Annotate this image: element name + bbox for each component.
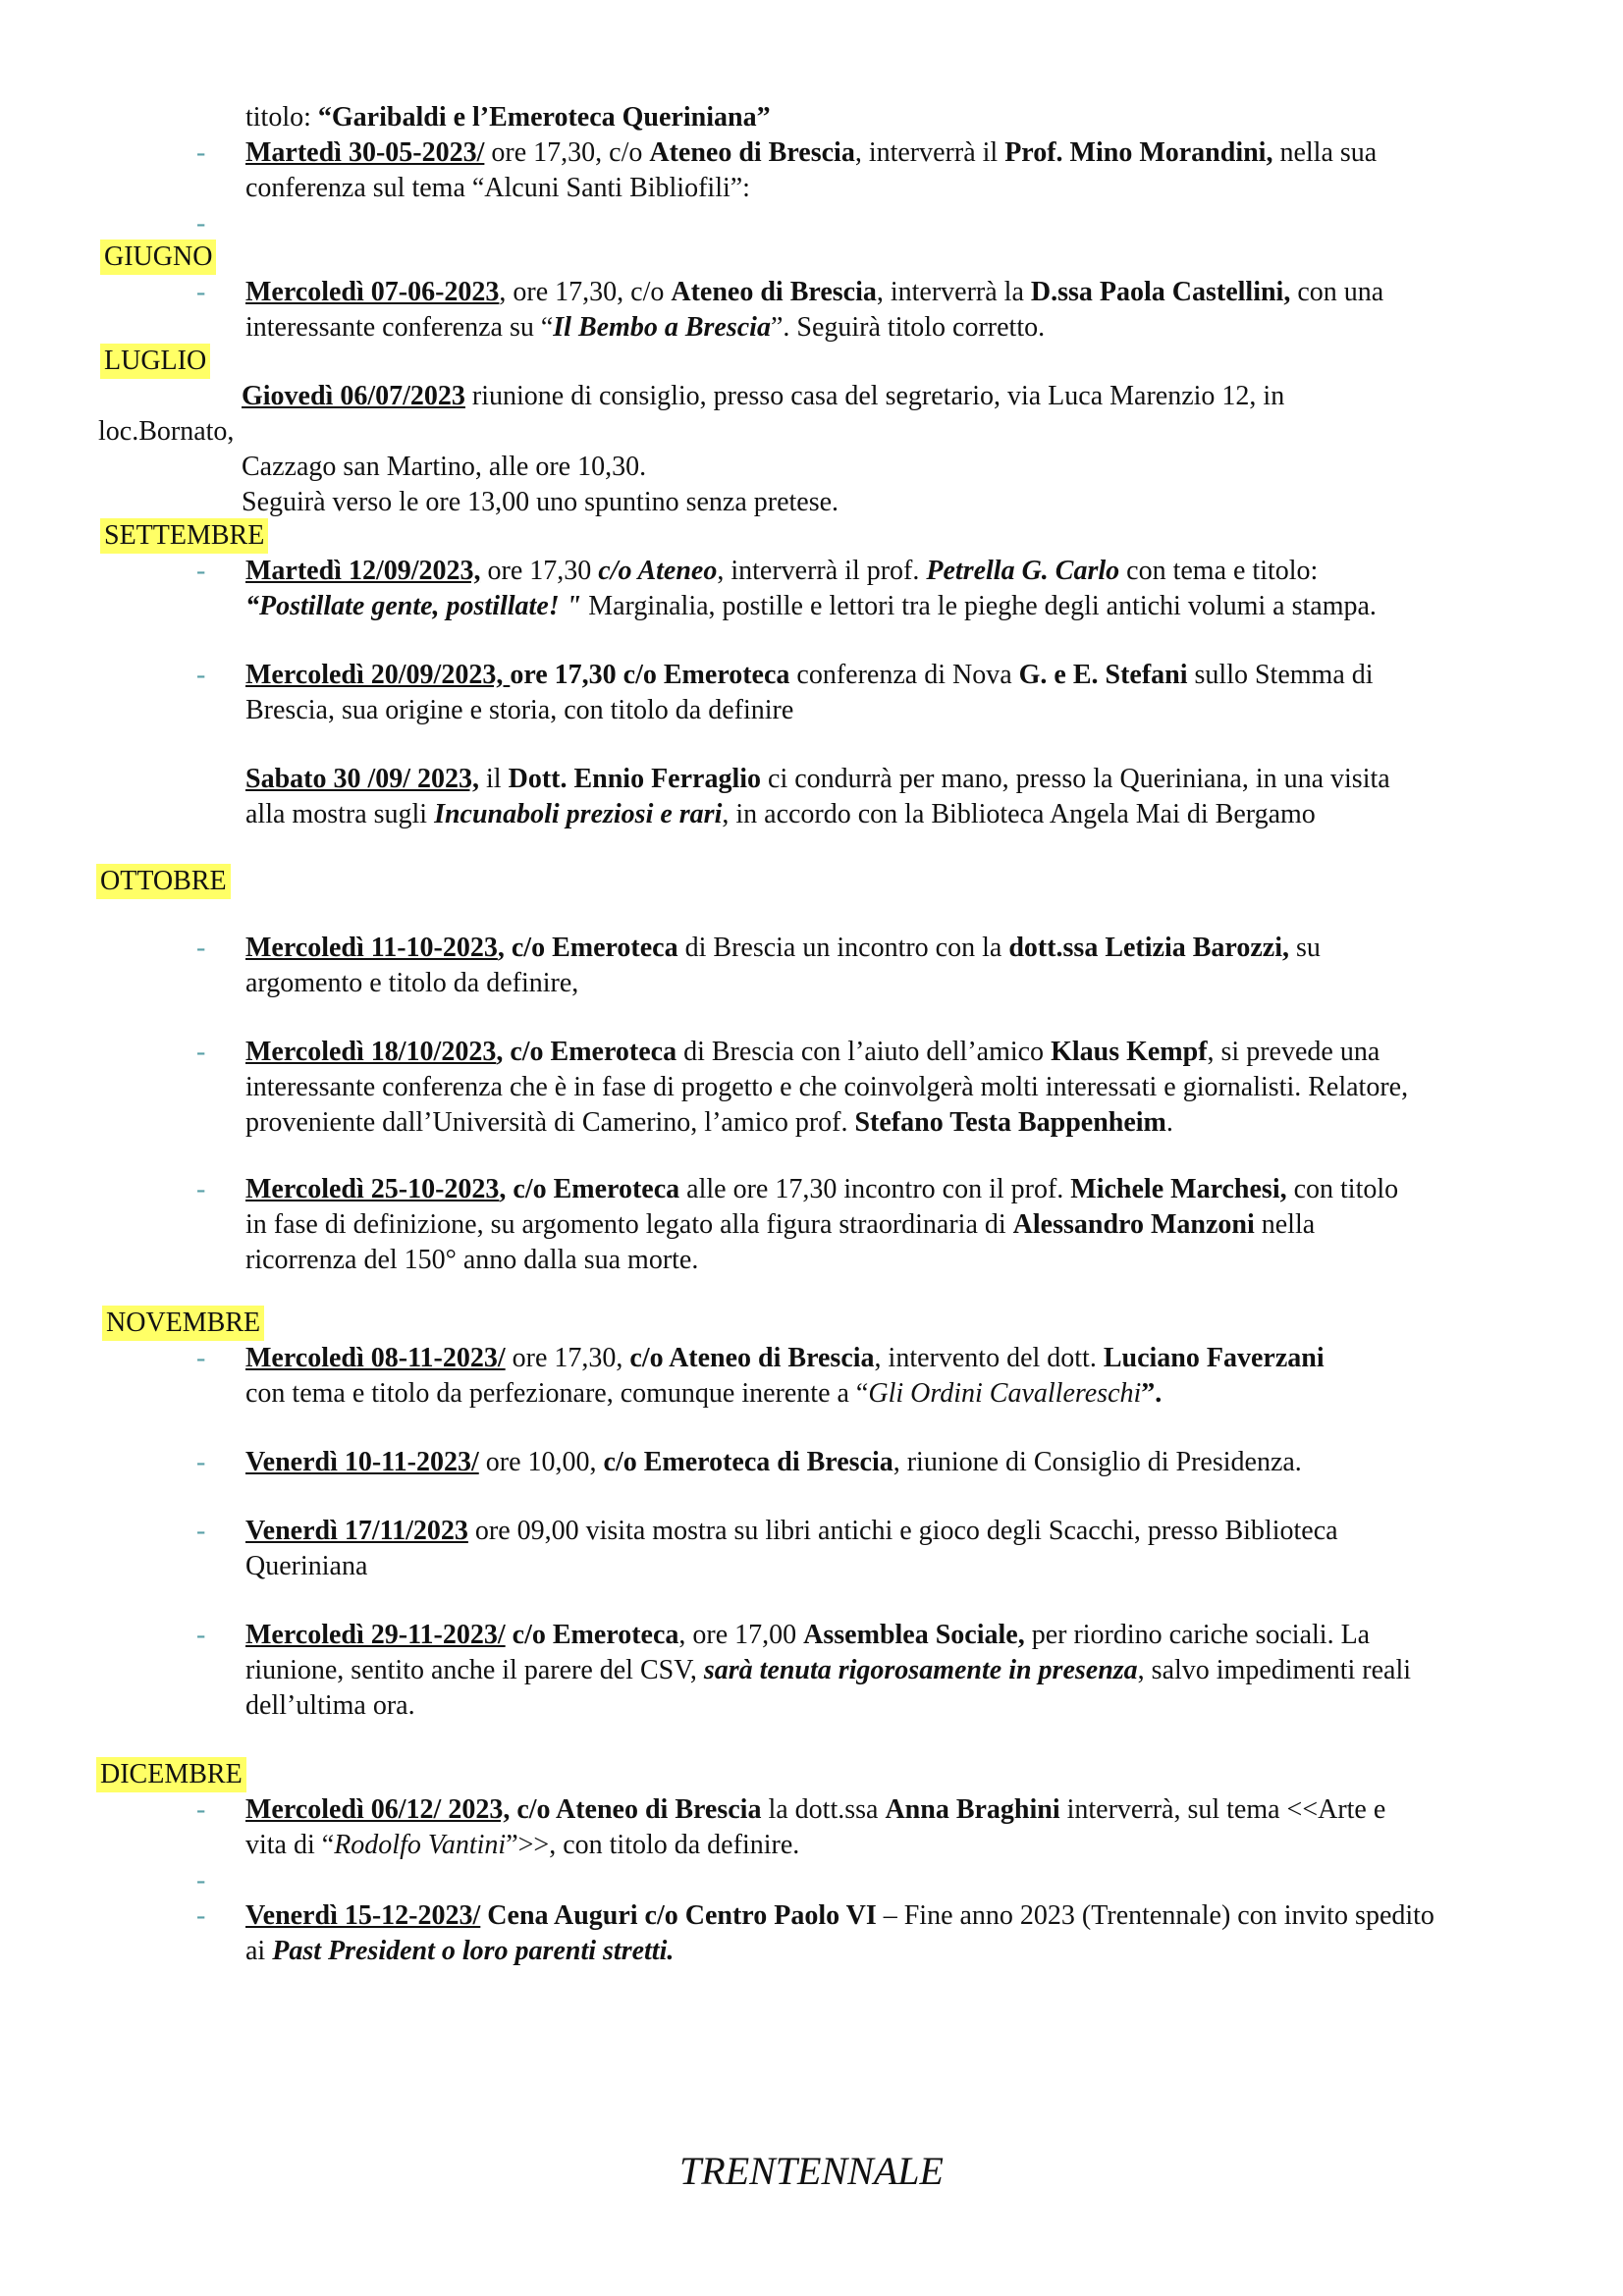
event-dec-06-cont: vita di “Rodolfo Vantini”>>, con titolo da definire. (245, 1830, 800, 1860)
event-oct-11: Mercoledì 11-10-2023, c/o Emeroteca di Brescia un incontro con la dott.ssa Letizia Barozzi, su (245, 933, 1321, 963)
event-oct-18-speaker: proveniente dall’Università di Camerino, l’amico prof. Stefano Testa Bappenheim. (245, 1107, 1173, 1138)
bullet-dash: - (196, 1343, 206, 1373)
event-may-30: Martedì 30-05-2023/ ore 17,30, c/o Ateneo di Brescia, interverrà il Prof. Mino Morandini, nella sua (245, 137, 1378, 168)
event-july-06-lunch: Seguirà verso le ore 13,00 uno spuntino senza pretese. (242, 487, 839, 517)
event-sept-30: Sabato 30 /09/ 2023, il Dott. Ennio Ferraglio ci condurrà per mano, presso la Queriniana, in una visita (245, 764, 1390, 794)
bullet-dash: - (196, 1037, 206, 1067)
bullet-dash: - (196, 208, 206, 239)
event-july-06-place: Cazzago san Martino, alle ore 10,30. (242, 452, 647, 482)
event-june-07: Mercoledì 07-06-2023, ore 17,30, c/o Ateneo di Brescia, interverrà la D.ssa Paola Castellini, con una (245, 277, 1384, 307)
event-oct-25-cont: in fase di definizione, su argomento legato alla figura straordinaria di Alessandro Manzoni nella (245, 1209, 1316, 1240)
bullet-dash: - (196, 556, 206, 586)
event-oct-18: Mercoledì 18/10/2023, c/o Emeroteca di Brescia con l’aiuto dell’amico Klaus Kempf, si prevede una (245, 1037, 1380, 1067)
bullet-dash: - (196, 1174, 206, 1204)
event-july-06-loc: loc.Bornato, (98, 416, 235, 447)
event-sept-12: Martedì 12/09/2023, ore 17,30 c/o Ateneo, interverrà il prof. Petrella G. Carlo con tema e titolo: (245, 556, 1319, 586)
event-sept-30-cont: alla mostra sugli Incunaboli preziosi e rari, in accordo con la Biblioteca Angela Mai di Bergamo (245, 799, 1316, 829)
event-nov-10: Venerdì 10-11-2023/ ore 10,00, c/o Emeroteca di Brescia, riunione di Consiglio di Presidenza. (245, 1447, 1302, 1477)
event-sept-12-cont: “Postillate gente, postillate! " Marginalia, postille e lettori tra le pieghe degli antichi volumi a stampa. (245, 591, 1377, 621)
month-heading-ottobre: OTTOBRE (96, 864, 231, 899)
month-heading-dicembre: DICEMBRE (96, 1757, 246, 1792)
bullet-dash: - (196, 1447, 206, 1477)
month-heading-settembre: SETTEMBRE (100, 518, 268, 554)
event-oct-11-cont: argomento e titolo da definire, (245, 968, 579, 998)
event-oct-25: Mercoledì 25-10-2023, c/o Emeroteca alle ore 17,30 incontro con il prof. Michele Marchesi, con titolo (245, 1174, 1399, 1204)
footer-title: TRENTENNALE (679, 2149, 944, 2193)
month-heading-luglio: LUGLIO (100, 344, 210, 379)
event-june-07-cont: interessante conferenza su “Il Bembo a Brescia”. Seguirà titolo corretto. (245, 312, 1046, 343)
event-nov-17: Venerdì 17/11/2023 ore 09,00 visita mostra su libri antichi e gioco degli Scacchi, presso Biblioteca (245, 1516, 1338, 1546)
bullet-dash: - (196, 1900, 206, 1931)
bullet-dash: - (196, 1794, 206, 1825)
event-nov-17-cont: Queriniana (245, 1551, 368, 1581)
event-oct-25-cont2: ricorrenza del 150° anno dalla sua morte. (245, 1245, 699, 1275)
bullet-dash: - (196, 1620, 206, 1650)
event-dec-15: Venerdì 15-12-2023/ Cena Auguri c/o Centro Paolo VI – Fine anno 2023 (Trentennale) con invito spedito (245, 1900, 1434, 1931)
event-nov-08: Mercoledì 08-11-2023/ ore 17,30, c/o Ateneo di Brescia, intervento del dott. Luciano Faverzani (245, 1343, 1325, 1373)
bullet-dash: - (196, 137, 206, 168)
top-title-line: titolo: “Garibaldi e l’Emeroteca Queriniana” (245, 102, 771, 133)
event-nov-29-cont2: dell’ultima ora. (245, 1690, 415, 1721)
event-may-30-cont: conferenza sul tema “Alcuni Santi Bibliofili”: (245, 173, 750, 203)
event-july-06: Giovedì 06/07/2023 riunione di consiglio, presso casa del segretario, via Luca Marenzio 12, in (242, 381, 1285, 411)
event-oct-18-cont: interessante conferenza che è in fase di progetto e che coinvolgerà molti interessati e giornalisti. Relatore, (245, 1072, 1409, 1102)
event-dec-15-cont: ai Past President o loro parenti stretti. (245, 1936, 675, 1966)
event-nov-08-cont: con tema e titolo da perfezionare, comunque inerente a “Gli Ordini Cavallereschi”. (245, 1378, 1163, 1409)
month-heading-giugno: GIUGNO (100, 240, 216, 275)
bullet-dash: - (196, 1516, 206, 1546)
month-heading-novembre: NOVEMBRE (102, 1306, 264, 1341)
event-dec-06: Mercoledì 06/12/ 2023, c/o Ateneo di Brescia la dott.ssa Anna Braghini interverrà, sul tema <<Arte e (245, 1794, 1386, 1825)
event-sept-20: Mercoledì 20/09/2023, ore 17,30 c/o Emeroteca conferenza di Nova G. e E. Stefani sullo Stemma di (245, 660, 1374, 690)
bullet-dash: - (196, 660, 206, 690)
event-nov-29: Mercoledì 29-11-2023/ c/o Emeroteca, ore 17,00 Assemblea Sociale, per riordino cariche sociali. La (245, 1620, 1371, 1650)
event-sept-20-cont: Brescia, sua origine e storia, con titolo da definire (245, 695, 794, 725)
bullet-dash: - (196, 933, 206, 963)
bullet-dash: - (196, 1865, 206, 1896)
event-nov-29-cont: riunione, sentito anche il parere del CSV, sarà tenuta rigorosamente in presenza, salvo impedimenti reali (245, 1655, 1412, 1685)
bullet-dash: - (196, 277, 206, 307)
